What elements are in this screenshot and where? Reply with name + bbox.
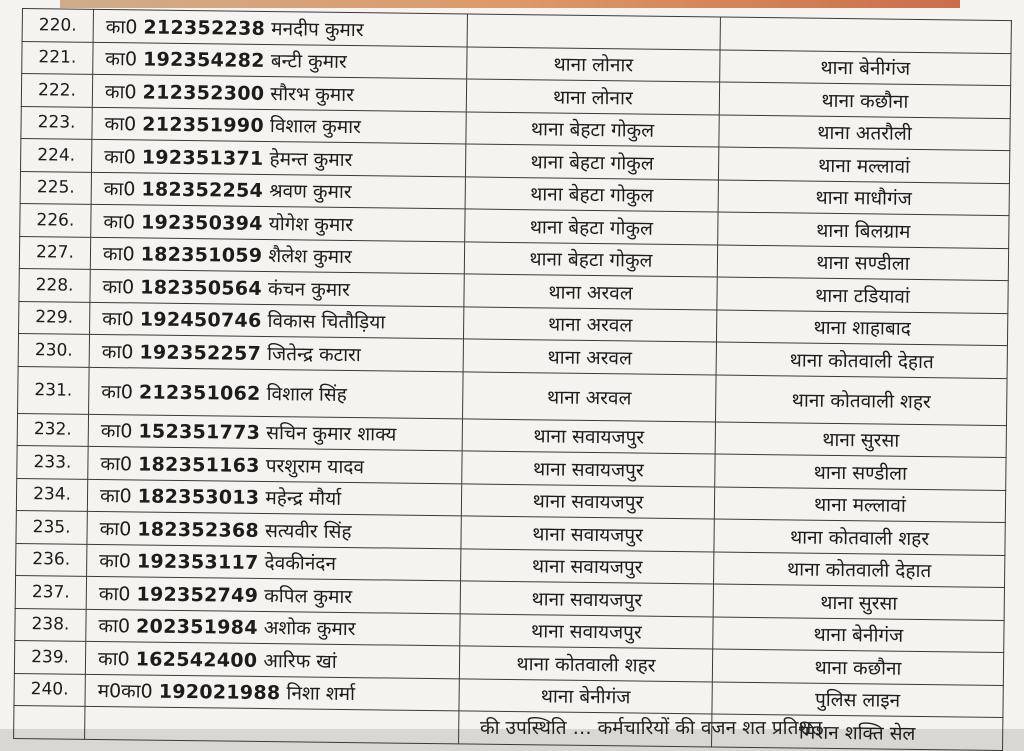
employee-number: 192021988 (158, 680, 281, 705)
employee-number: 192350394 (140, 211, 263, 235)
current-posting-cell: थाना सवायजपुर (462, 451, 715, 487)
current-posting-cell: थाना सवायजपुर (461, 516, 714, 552)
new-posting-cell: थाना अतरौली (719, 115, 1010, 151)
serial-number-cell: 235. (16, 510, 87, 543)
rank-label: म0का0 (97, 680, 153, 703)
top-paper-edge (60, 0, 960, 8)
new-posting-cell: थाना कोतवाली देहात (716, 342, 1007, 378)
rank-label: का0 (103, 210, 136, 234)
employee-name: श्रवण कुमार (269, 180, 352, 204)
serial-number-cell: 232. (17, 413, 88, 446)
rank-label: का0 (99, 550, 131, 573)
employee-name-cell (93, 9, 467, 46)
employee-number: 182353013 (137, 485, 260, 510)
new-posting-cell: थाना बेनीगंज (713, 616, 1004, 652)
employee-name-cell (89, 334, 463, 371)
employee-name-cell (86, 609, 460, 646)
rank-label: का0 (105, 48, 138, 71)
employee-name: हेमन्त कुमार (269, 147, 353, 171)
rank-label: का0 (98, 582, 131, 606)
rank-label: का0 (97, 647, 130, 671)
current-posting-cell: थाना अरवल (463, 306, 716, 342)
current-posting-cell: थाना कोतवाली शहर (459, 646, 712, 682)
employee-number: 152351773 (138, 420, 261, 445)
new-posting-cell: थाना शाहाबाद (716, 310, 1007, 346)
serial-number-cell: 234. (16, 478, 87, 511)
serial-number-cell: 230. (18, 333, 89, 366)
employee-number: 212352238 (143, 16, 266, 40)
current-posting-cell: थाना बेहटा गोकुल (466, 111, 719, 147)
employee-name: मनदीप कुमार (271, 17, 364, 41)
employee-name-cell (85, 706, 459, 743)
current-posting-cell (467, 14, 720, 50)
current-posting-cell: थाना अरवल (463, 339, 716, 375)
employee-name: देवकीनंदन (264, 552, 337, 576)
employee-name-cell (90, 302, 464, 339)
serial-number-cell: 236. (16, 543, 87, 576)
new-posting-cell: थाना कोतवाली शहर (716, 375, 1008, 426)
employee-name-cell (85, 641, 459, 678)
new-posting-cell: थाना मल्लावां (718, 147, 1009, 183)
new-posting-cell: थाना कछौना (719, 82, 1010, 118)
rank-label: का0 (101, 380, 134, 403)
current-posting-cell: थाना लोनार (466, 79, 719, 115)
employee-number: 202351984 (135, 615, 258, 640)
current-posting-cell: थाना बेहटा गोकुल (465, 209, 718, 245)
rank-label: का0 (102, 275, 135, 299)
employee-number: 182352254 (141, 178, 264, 203)
employee-name: योगेश कुमार (268, 212, 354, 236)
employee-name-cell (90, 269, 464, 306)
employee-name-cell (86, 576, 460, 613)
serial-number-cell: 240. (14, 673, 85, 706)
new-posting-cell: थाना कछौना (712, 649, 1003, 685)
employee-number: 192353117 (136, 550, 259, 575)
employee-name: अशोक कुमार (263, 617, 356, 641)
rank-label: का0 (98, 615, 131, 638)
employee-name-cell (92, 139, 466, 176)
serial-number-cell: 238. (15, 608, 86, 641)
employee-name: जितेन्द्र कटारा (267, 342, 361, 366)
employee-number: 192450746 (139, 308, 262, 333)
new-posting-cell: मिशन शक्ति सेल (712, 714, 1003, 750)
rank-label: का0 (104, 80, 137, 104)
new-posting-cell (720, 17, 1011, 53)
serial-number-cell: 221. (22, 41, 93, 74)
serial-number-cell: 231. (18, 366, 90, 414)
rank-label: का0 (103, 178, 136, 201)
employee-name: विशाल कुमार (269, 115, 361, 139)
employee-name-cell (87, 544, 461, 581)
employee-name: निशा शर्मा (286, 682, 356, 706)
serial-number-cell: 228. (19, 268, 90, 301)
employee-name: सचिन कुमार शाक्य (266, 422, 397, 446)
current-posting-cell: थाना लोनार (467, 46, 720, 82)
current-posting-cell: थाना सवायजपुर (461, 548, 714, 584)
new-posting-cell: थाना सुरसा (715, 422, 1006, 458)
rank-label: का0 (102, 308, 134, 331)
new-posting-cell: थाना टडियावां (717, 277, 1008, 313)
serial-number-cell: 224. (21, 138, 92, 171)
serial-number-cell: 239. (14, 640, 85, 673)
rank-label: का0 (99, 517, 132, 541)
employee-name: आरिफ खां (263, 649, 337, 673)
serial-number-cell: 226. (20, 203, 91, 236)
new-posting-cell: थाना सण्डीला (715, 454, 1006, 490)
new-posting-cell: थाना कोतवाली शहर (714, 519, 1005, 555)
current-posting-cell: थाना अरवल (463, 371, 717, 421)
serial-number-cell: 229. (19, 301, 90, 334)
new-posting-cell: थाना मल्लावां (714, 486, 1005, 522)
new-posting-cell: थाना बेनीगंज (720, 50, 1011, 86)
rank-label: का0 (104, 145, 136, 169)
rank-label: का0 (102, 243, 135, 266)
employee-name-cell (85, 674, 459, 711)
new-posting-cell: पुलिस लाइन (712, 681, 1003, 717)
current-posting-cell: थाना बेहटा गोकुल (464, 241, 717, 277)
serial-number-cell: 222. (21, 74, 92, 107)
employee-name: कपिल कुमार (264, 584, 353, 608)
rank-label: का0 (105, 15, 138, 39)
employee-name-cell (89, 367, 464, 419)
current-posting-cell: थाना बेनीगंज (459, 678, 712, 714)
employee-name-cell (93, 42, 467, 79)
employee-number: 192351371 (141, 146, 264, 170)
employee-name-cell (88, 446, 462, 483)
employee-number: 192354282 (142, 48, 265, 73)
employee-number: 182351163 (137, 453, 260, 477)
employee-name: शैलेश कुमार (268, 245, 352, 269)
employee-name: महेन्द्र मौर्या (265, 487, 342, 511)
employee-name: बन्टी कुमार (270, 50, 347, 74)
new-posting-cell: थाना माधौगंज (718, 180, 1009, 216)
employee-number: 212352300 (142, 81, 265, 105)
serial-number-cell: 220. (22, 9, 93, 42)
employee-name-cell (88, 414, 462, 451)
rank-label: का0 (100, 452, 133, 476)
footer-text-fragment: की उपस्थिति … कर्मचारियों की वजन शत प्रतिशत (480, 717, 823, 739)
current-posting-cell: थाना सवायजपुर (460, 581, 713, 617)
serial-number-cell (14, 705, 85, 738)
current-posting-cell: थाना सवायजपुर (461, 483, 714, 519)
employee-name: विशाल सिंह (266, 382, 347, 406)
employee-number: 192352749 (136, 583, 259, 607)
employee-number: 212351990 (142, 113, 265, 138)
current-posting-cell: थाना अरवल (464, 274, 717, 310)
employee-name: परशुराम यादव (265, 454, 365, 478)
serial-number-cell: 225. (20, 171, 91, 204)
employee-number: 182352368 (137, 518, 260, 542)
employee-name-cell (90, 237, 464, 274)
employee-name-cell (91, 204, 465, 241)
serial-number-cell: 233. (17, 445, 88, 478)
rank-label: का0 (100, 420, 133, 443)
rank-label: का0 (101, 340, 134, 364)
employee-name-cell (87, 511, 461, 548)
employee-number: 212351062 (138, 380, 261, 405)
new-posting-cell: थाना सुरसा (713, 584, 1004, 620)
new-posting-cell: थाना सण्डीला (717, 245, 1008, 281)
employee-name-cell (92, 107, 466, 144)
new-posting-cell: थाना कोतवाली देहात (714, 551, 1005, 587)
employee-name-cell (92, 74, 466, 111)
employee-name: सत्यवीर सिंह (264, 519, 352, 543)
current-posting-cell: थाना बेहटा गोकुल (465, 144, 718, 180)
current-posting-cell: थाना सवायजपुर (462, 418, 715, 454)
transfer-list-sheet (13, 8, 1012, 745)
employee-name: सौरभ कुमार (270, 82, 355, 106)
employee-name-cell (91, 172, 465, 209)
current-posting-cell: थाना बेहटा गोकुल (465, 176, 718, 212)
new-posting-cell: थाना बिलग्राम (718, 212, 1009, 248)
serial-number-cell: 223. (21, 106, 92, 139)
employee-name: विकास चितौड़िया (267, 310, 386, 334)
employee-number: 162542400 (135, 648, 258, 672)
current-posting-cell: थाना सवायजपुर (460, 613, 713, 649)
employee-number: 182351059 (140, 243, 263, 268)
rank-label: का0 (104, 113, 137, 136)
rank-label: का0 (99, 485, 132, 508)
employee-name: कंचन कुमार (267, 277, 350, 301)
employee-number: 182350564 (140, 276, 263, 300)
employee-name-cell (87, 479, 461, 516)
transfer-table (13, 8, 1012, 751)
serial-number-cell: 227. (19, 236, 90, 269)
employee-number: 192352257 (139, 341, 262, 365)
serial-number-cell: 237. (15, 575, 86, 608)
